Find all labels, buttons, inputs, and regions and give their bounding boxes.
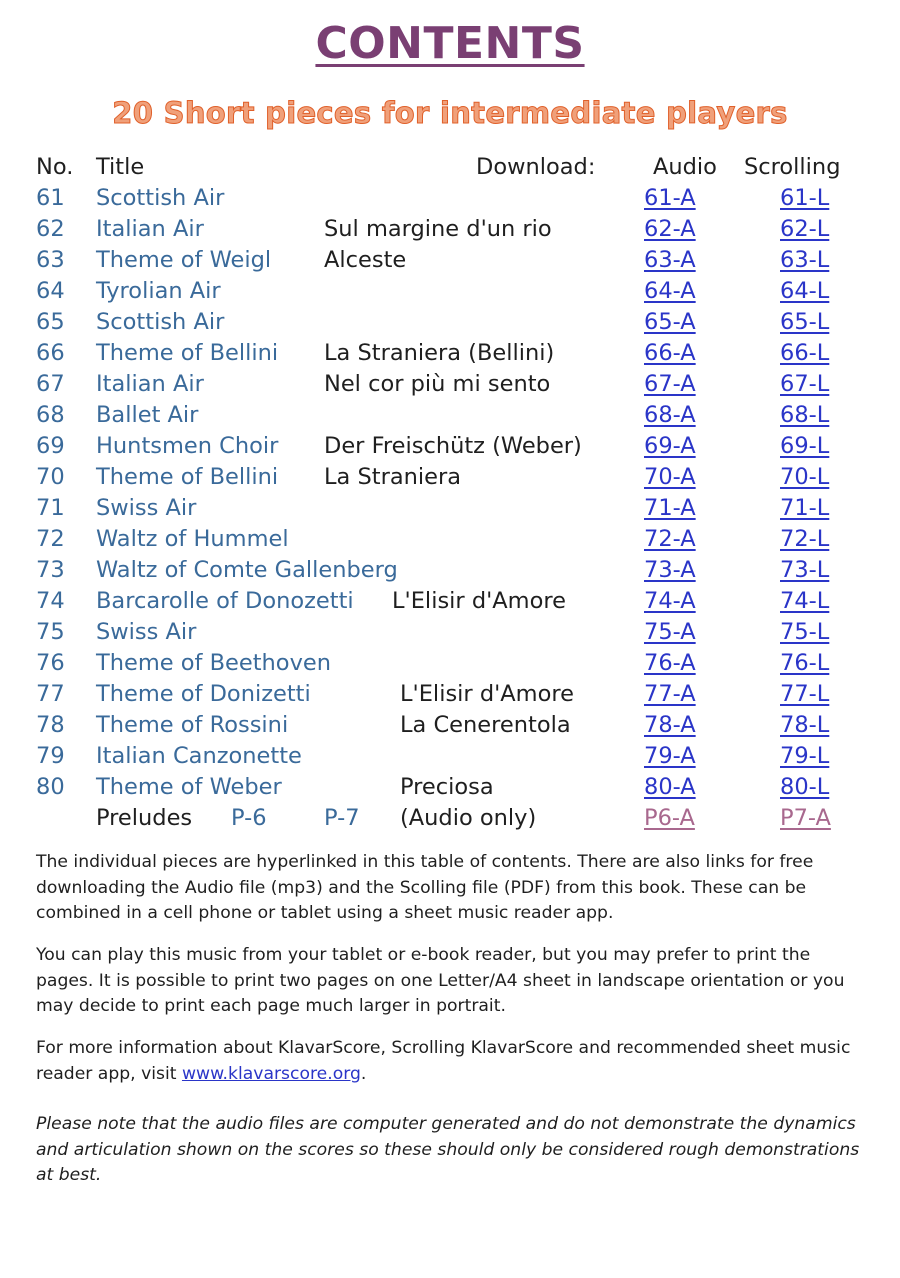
piece-number: 70 [36,464,65,490]
piece-number: 67 [36,371,65,397]
scrolling-link[interactable]: 75-L [780,619,830,645]
table-header [0,152,900,183]
scrolling-link[interactable]: 72-L [780,526,830,552]
audio-disclaimer: Please note that the audio files are computer generated and do not demonstrate the dynamics and articulation shown on the scores so these should only be considered rough demonstrations at best. [36,1114,860,1185]
audio-link[interactable]: 63-A [644,247,696,273]
prelude-p7-audio-link[interactable]: P7-A [780,805,831,831]
table-row [0,772,900,803]
piece-number: 66 [36,340,65,366]
piece-title-link[interactable]: Theme of Donizetti [96,681,311,707]
audio-link[interactable]: 75-A [644,619,696,645]
scrolling-link[interactable]: 61-L [780,185,830,211]
table-row [0,214,900,245]
header-scrolling: Scrolling [744,154,841,180]
audio-link[interactable]: 73-A [644,557,696,583]
preludes-note: (Audio only) [400,805,537,831]
info-paragraph-website [36,1036,866,1087]
prelude-p7-link[interactable]: P-7 [324,805,360,831]
table-row [0,555,900,586]
piece-number: 65 [36,309,65,335]
piece-number: 63 [36,247,65,273]
piece-title-link[interactable]: Scottish Air [96,185,225,211]
scrolling-link[interactable]: 71-L [780,495,830,521]
scrolling-link[interactable]: 69-L [780,433,830,459]
table-row [0,400,900,431]
scrolling-link[interactable]: 74-L [780,588,830,614]
piece-original: Sul margine d'un rio [324,216,552,242]
page-title: CONTENTS [315,18,585,69]
piece-title-link[interactable]: Tyrolian Air [96,278,221,304]
audio-link[interactable]: 68-A [644,402,696,428]
table-row [0,307,900,338]
piece-number: 78 [36,712,65,738]
scrolling-link[interactable]: 65-L [780,309,830,335]
piece-title-link[interactable]: Waltz of Comte Gallenberg [96,557,398,583]
info-paragraph-links: The individual pieces are hyperlinked in this table of contents. There are also links for free downloading the Audio file (mp3) and the Scolling file (PDF) from this book. These can be combined in a cell phone or tablet using a sheet music reader app. [36,852,814,923]
preludes-row [0,803,900,834]
piece-number: 74 [36,588,65,614]
page-title-wrap [0,18,900,69]
scrolling-link[interactable]: 79-L [780,743,830,769]
website-text: For more information about KlavarScore, Scrolling KlavarScore and recommended sheet music reader app, visit [36,1038,851,1084]
table-row [0,648,900,679]
table-row [0,183,900,214]
prelude-p6-audio-link[interactable]: P6-A [644,805,695,831]
table-row [0,617,900,648]
prelude-p6-link[interactable]: P-6 [231,805,267,831]
piece-original: Nel cor più mi sento [324,371,551,397]
table-row [0,741,900,772]
header-download: Download: [476,154,596,180]
audio-link[interactable]: 72-A [644,526,696,552]
piece-number: 61 [36,185,65,211]
piece-number: 71 [36,495,65,521]
piece-number: 80 [36,774,65,800]
piece-number: 72 [36,526,65,552]
audio-link[interactable]: 74-A [644,588,696,614]
piece-original: L'Elisir d'Amore [400,681,574,707]
header-title: Title [96,154,145,180]
audio-link[interactable]: 80-A [644,774,696,800]
table-row [0,276,900,307]
piece-number: 79 [36,743,65,769]
piece-title-link[interactable]: Theme of Bellini [96,340,279,366]
piece-number: 75 [36,619,65,645]
info-paragraph-printing: You can play this music from your tablet or e-book reader, but you may prefer to print the pages. It is possible to print two pages on one Letter/A4 sheet in landscape orientation or you may decide to print each page much larger in portrait. [36,945,845,1016]
piece-title-link[interactable]: Swiss Air [96,495,197,521]
audio-link[interactable]: 79-A [644,743,696,769]
website-link[interactable]: www.klavarscore.org [181,1063,361,1084]
audio-link[interactable]: 71-A [644,495,696,521]
piece-original: Alceste [324,247,407,273]
scrolling-link[interactable]: 62-L [780,216,830,242]
piece-title-link[interactable]: Barcarolle of Donozetti [96,588,354,614]
header-audio: Audio [653,154,717,180]
table-row [0,524,900,555]
piece-title-link[interactable]: Swiss Air [96,619,197,645]
piece-title-link[interactable]: Italian Air [96,371,204,397]
piece-original: La Straniera (Bellini) [324,340,555,366]
piece-title-link[interactable]: Theme of Rossini [96,712,289,738]
audio-link[interactable]: 66-A [644,340,696,366]
scrolling-link[interactable]: 80-L [780,774,830,800]
piece-title-link[interactable]: Scottish Air [96,309,225,335]
page-subtitle: 20 Short pieces for intermediate players [112,96,788,130]
scrolling-link[interactable]: 67-L [780,371,830,397]
audio-link[interactable]: 70-A [644,464,696,490]
scrolling-link[interactable]: 76-L [780,650,830,676]
piece-title-link[interactable]: Waltz of Hummel [96,526,289,552]
scrolling-link[interactable]: 64-L [780,278,830,304]
piece-title-link[interactable]: Theme of Bellini [96,464,279,490]
piece-title-link[interactable]: Ballet Air [96,402,199,428]
audio-link[interactable]: 61-A [644,185,696,211]
scrolling-link[interactable]: 68-L [780,402,830,428]
table-row [0,679,900,710]
piece-number: 73 [36,557,65,583]
piece-original: La Straniera [324,464,462,490]
piece-number: 68 [36,402,65,428]
piece-number: 76 [36,650,65,676]
piece-number: 62 [36,216,65,242]
scrolling-link[interactable]: 73-L [780,557,830,583]
audio-link[interactable]: 78-A [644,712,696,738]
table-row [0,369,900,400]
scrolling-link[interactable]: 63-L [780,247,830,273]
preludes-label: Preludes [96,805,193,831]
piece-title-link[interactable]: Theme of Beethoven [96,650,331,676]
scrolling-link[interactable]: 66-L [780,340,830,366]
piece-title-link[interactable]: Theme of Weber [96,774,282,800]
audio-link[interactable]: 69-A [644,433,696,459]
piece-number: 64 [36,278,65,304]
piece-number: 69 [36,433,65,459]
audio-link[interactable]: 65-A [644,309,696,335]
piece-title-link[interactable]: Italian Canzonette [96,743,302,769]
table-row [0,245,900,276]
audio-link[interactable]: 64-A [644,278,696,304]
scrolling-link[interactable]: 78-L [780,712,830,738]
piece-original: La Cenerentola [400,712,571,738]
header-no: No. [36,154,74,180]
piece-title-link[interactable]: Theme of Weigl [96,247,272,273]
audio-link[interactable]: 67-A [644,371,696,397]
piece-original: Der Freischütz (Weber) [324,433,582,459]
table-row [0,710,900,741]
table-row [0,493,900,524]
scrolling-link[interactable]: 77-L [780,681,830,707]
piece-title-link[interactable]: Huntsmen Choir [96,433,279,459]
table-row [0,586,900,617]
audio-link[interactable]: 77-A [644,681,696,707]
table-row [0,338,900,369]
scrolling-link[interactable]: 70-L [780,464,830,490]
website-trailing: . [360,1063,367,1084]
audio-link[interactable]: 62-A [644,216,696,242]
piece-number: 77 [36,681,65,707]
piece-title-link[interactable]: Italian Air [96,216,204,242]
table-row [0,431,900,462]
piece-original: Preciosa [400,774,494,800]
table-row [0,462,900,493]
audio-link[interactable]: 76-A [644,650,696,676]
piece-original: L'Elisir d'Amore [392,588,566,614]
